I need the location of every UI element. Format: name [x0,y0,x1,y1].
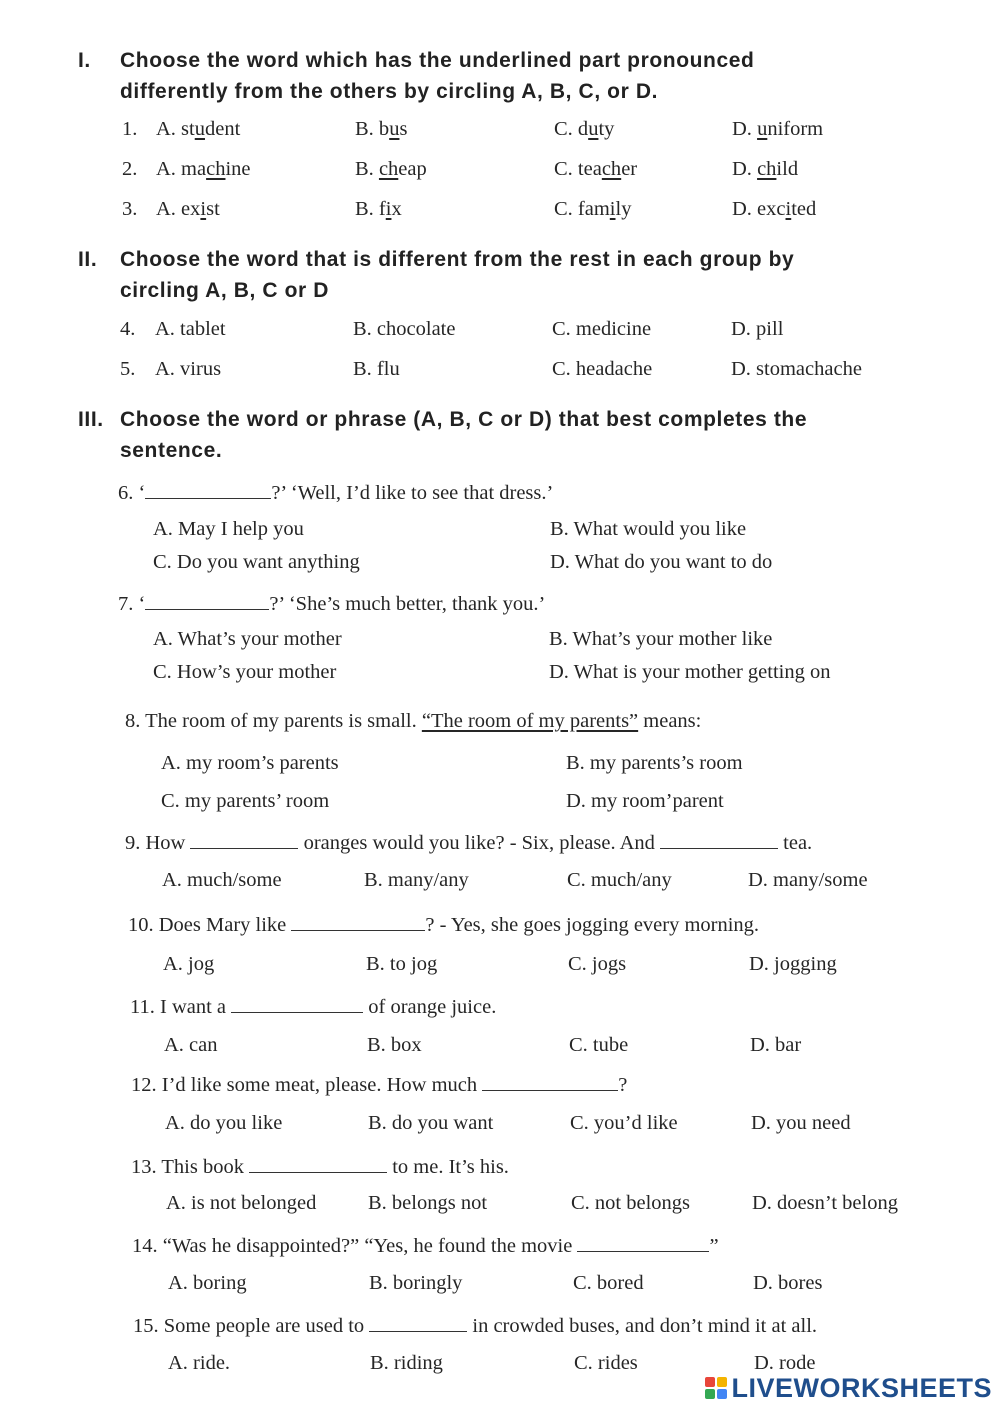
option-text: dent [204,118,241,140]
option-d[interactable]: D. bar [750,1034,802,1056]
option-d[interactable]: D. many/some [748,869,868,891]
stem-text: 9. How [125,832,191,854]
option-d[interactable]: D. bores [753,1272,823,1294]
option-text: D. [732,158,758,180]
option-text: st [206,198,220,220]
question-number: 5. [120,358,136,380]
stem-text: means: [638,710,702,732]
section-instruction-line-1: Choose the word which has the underlined part pronounced [120,49,755,72]
stem-text: ?’ ‘She’s much better, thank you.’ [269,593,546,615]
option-a[interactable] [156,198,220,221]
option-d[interactable]: D. my room’parent [566,790,724,812]
question-10-stem [0,912,1000,942]
question-13-options [0,1192,1000,1222]
question-7-stem [0,591,1000,621]
underlined-part: i [785,198,792,220]
question-11-stem [0,994,1000,1024]
question-13-stem [0,1154,1000,1184]
question-8-stem [0,710,1000,740]
option-c[interactable] [554,118,614,141]
section-number: III. [78,408,104,431]
option-a[interactable]: A. much/some [162,869,282,891]
option-b[interactable]: B. boringly [369,1272,463,1294]
option-b[interactable] [355,198,402,221]
section-3-heading [78,404,930,466]
option-c[interactable] [554,158,637,181]
stem-text: ? [618,1074,628,1096]
option-b[interactable]: B. chocolate [353,318,456,340]
stem-text: ? - Yes, she goes jogging every morning. [425,914,760,936]
option-d[interactable]: D. What is your mother getting on [549,661,831,683]
question-6-options-2 [0,551,1000,581]
section-instruction-line-2: circling A, B, C or D [120,279,330,302]
option-text: A. ma [156,158,207,180]
question-7-options-2 [0,661,1000,691]
underlined-part: ch [601,158,622,180]
stem-text: of orange juice. [363,996,497,1018]
question-7-options-1 [0,628,1000,658]
question-12-stem [0,1072,1000,1102]
option-text: A. ex [156,198,201,220]
underlined-part: u [194,118,205,140]
stem-text: ” [709,1235,719,1257]
question-5 [0,358,1000,388]
option-text: D. exc [732,198,786,220]
answer-blank[interactable] [190,830,298,849]
underlined-part: ch [206,158,226,180]
option-text: A. st [156,118,195,140]
option-text: ine [225,158,251,180]
option-b[interactable]: B. flu [353,358,400,380]
underlined-part: u [757,118,768,140]
option-d[interactable] [732,158,798,181]
question-6-stem [0,480,1000,510]
answer-blank[interactable] [660,830,778,849]
question-stem [125,830,812,855]
underlined-part: ch [757,158,777,180]
question-9-options [0,869,1000,899]
option-d[interactable]: D. jogging [749,953,837,975]
underlined-part: i [200,198,207,220]
question-number: 3. [122,198,138,220]
section-instruction-line-1: Choose the word that is different from the rest in each group by [120,248,795,271]
stem-text: 6. ‘ [118,482,146,504]
option-b[interactable]: B. box [367,1034,422,1056]
question-3 [0,198,1000,228]
question-stem [118,480,553,505]
question-stem [118,591,545,616]
option-c[interactable]: C. my parents’ room [161,790,330,812]
question-12-options [0,1112,1000,1142]
option-text: B. b [355,118,390,140]
question-stem [130,994,496,1019]
option-text: C. tea [554,158,602,180]
question-4 [0,318,1000,348]
section-number: I. [78,49,91,72]
option-a[interactable]: A. tablet [155,318,226,340]
option-b[interactable]: B. riding [370,1352,443,1374]
question-6-options-1 [0,518,1000,548]
option-text: C. d [554,118,589,140]
stem-text: 11. I want a [130,996,232,1018]
section-instruction-line-2: sentence. [120,439,223,462]
option-text: C. fam [554,198,610,220]
option-b[interactable]: B. What would you like [550,518,747,540]
question-9-stem [0,830,1000,860]
option-c[interactable]: C. medicine [552,318,652,340]
liveworksheets-watermark [705,1371,992,1405]
option-a[interactable]: A. virus [155,358,222,380]
stem-text: 14. “Was he disappointed?” “Yes, he found the movie [132,1235,578,1257]
section-instruction-line-2: differently from the others by circling A, B, C, or D. [120,80,659,103]
section-1-heading [78,45,930,107]
question-14-stem [0,1233,1000,1263]
option-text: ild [776,158,799,180]
question-1 [0,118,1000,148]
stem-text: in crowded buses, and don’t mind it at all. [467,1315,818,1337]
stem-text: oranges would you like? - Six, please. And [298,832,661,854]
option-c[interactable]: C. much/any [567,869,672,891]
underlined-part: u [389,118,400,140]
logo-square [717,1377,727,1387]
option-d[interactable]: D. pill [731,318,784,340]
answer-blank[interactable] [577,1233,709,1252]
question-stem [128,912,759,937]
option-text: B. f [355,198,386,220]
stem-text: 10. Does Mary like [128,914,292,936]
option-a[interactable]: A. is not belonged [166,1192,317,1214]
section-number: II. [78,248,98,271]
question-10-options [0,953,1000,983]
option-d[interactable]: D. you need [751,1112,851,1134]
option-c[interactable]: C. Do you want anything [153,551,360,573]
stem-text: 12. I’d like some meat, please. How much [131,1074,483,1096]
option-text: x [391,198,402,220]
option-b[interactable]: B. belongs not [368,1192,488,1214]
option-a[interactable]: A. jog [163,953,215,975]
question-stem [131,1154,509,1179]
option-text: ly [615,198,632,220]
option-c[interactable] [554,198,631,221]
option-c[interactable]: C. you’d like [570,1112,678,1134]
option-b[interactable]: B. What’s your mother like [549,628,773,650]
option-b[interactable]: B. to jog [366,953,438,975]
answer-blank[interactable] [249,1154,387,1173]
stem-text: tea. [778,832,813,854]
underlined-part: i [609,198,616,220]
stem-text: 8. The room of my parents is small. [125,710,422,732]
option-c[interactable]: C. not belongs [571,1192,691,1214]
option-c[interactable]: C. bored [573,1272,644,1294]
answer-blank[interactable] [231,994,363,1013]
answer-blank[interactable] [369,1313,467,1332]
question-2 [0,158,1000,188]
question-stem [125,710,701,733]
question-8-options-2 [0,790,1000,820]
option-text: eap [398,158,427,180]
option-text: ted [791,198,817,220]
question-15-stem [0,1313,1000,1343]
option-b[interactable] [355,158,427,181]
logo-square [705,1377,715,1387]
answer-blank[interactable] [482,1072,618,1091]
logo-square [705,1389,715,1399]
option-c[interactable]: C. How’s your mother [153,661,337,683]
underlined-part: i [385,198,392,220]
option-text: niform [767,118,824,140]
underlined-part: ch [378,158,399,180]
option-b[interactable]: B. my parents’s room [566,752,743,774]
option-text: er [621,158,638,180]
option-d[interactable]: D. What do you want to do [550,551,773,573]
stem-text: ?’ ‘Well, I’d like to see that dress.’ [271,482,554,504]
stem-text: 13. This book [131,1156,250,1178]
question-number: 2. [122,158,138,180]
question-stem [132,1233,719,1258]
option-a[interactable]: A. What’s your mother [153,628,342,650]
option-d[interactable]: D. rode [754,1352,816,1374]
question-stem [133,1313,817,1338]
option-c[interactable]: C. rides [574,1352,638,1374]
option-text: D. [732,118,758,140]
answer-blank[interactable] [291,912,425,931]
question-stem [131,1072,627,1097]
option-a[interactable] [156,158,251,181]
question-14-options [0,1272,1000,1302]
section-2-heading [78,244,930,306]
option-b[interactable] [355,118,407,141]
option-c[interactable]: C. tube [569,1034,629,1056]
underlined-part: u [588,118,599,140]
logo-square [717,1389,727,1399]
option-text: ty [598,118,615,140]
underlined-phrase: “The room of my parents” [421,710,639,732]
option-d[interactable] [732,118,823,141]
question-number: 4. [120,318,136,340]
answer-blank[interactable] [145,591,269,610]
answer-blank[interactable] [145,480,271,499]
option-a[interactable] [156,118,240,141]
section-instruction-line-1: Choose the word or phrase (A, B, C or D) that best completes the [120,408,808,431]
option-b[interactable]: B. many/any [364,869,469,891]
question-8-options-1 [0,752,1000,782]
liveworksheets-logo-icon [705,1377,727,1399]
option-a[interactable]: A. May I help you [153,518,304,540]
option-a[interactable]: A. do you like [165,1112,283,1134]
option-b[interactable]: B. do you want [368,1112,494,1134]
stem-text: 15. Some people are used to [133,1315,370,1337]
watermark-brand: LIVEWORKSHEETS [731,1372,992,1403]
question-number: 1. [122,118,138,140]
stem-text: 7. ‘ [118,593,146,615]
option-text: s [399,118,408,140]
option-a[interactable]: A. can [164,1034,218,1056]
option-a[interactable]: A. ride. [168,1352,231,1374]
option-d[interactable] [732,198,816,221]
option-a[interactable]: A. boring [168,1272,247,1294]
option-d[interactable]: D. doesn’t belong [752,1192,898,1214]
stem-text: to me. It’s his. [387,1156,509,1178]
question-11-options [0,1034,1000,1064]
option-c[interactable]: C. jogs [568,953,627,975]
option-a[interactable]: A. my room’s parents [161,752,339,774]
option-d[interactable]: D. stomachache [731,358,862,380]
option-c[interactable]: C. headache [552,358,653,380]
option-text: B. [355,158,379,180]
